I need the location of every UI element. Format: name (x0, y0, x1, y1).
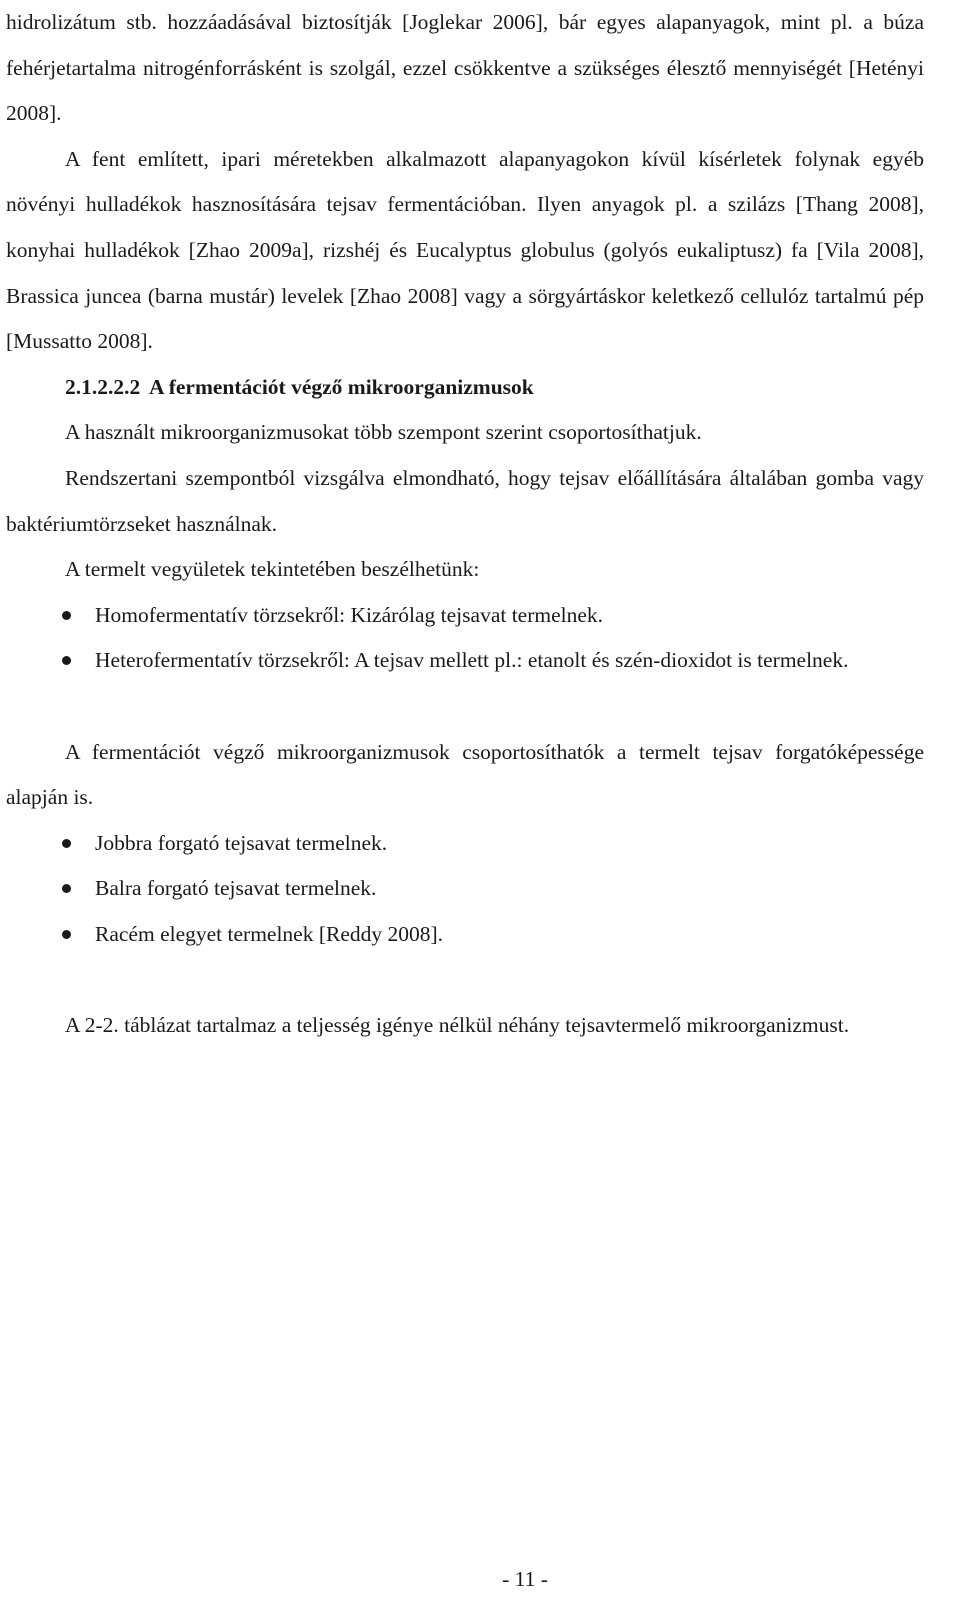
list-item: Heterofermentatív törzsekről: A tejsav mellett pl.: etanolt és szén-dioxidot is termelnek. (6, 638, 924, 684)
bullet-icon (62, 930, 71, 939)
bullet-icon (62, 611, 71, 620)
paragraph-rotation: A fermentációt végző mikroorganizmusok csoportosíthatók a termelt tejsav forgatóképessége alapján is. (6, 739, 924, 810)
section-number: 2.1.2.2.2 (65, 374, 141, 399)
bullet-icon (62, 884, 71, 893)
bullet-icon (62, 656, 71, 665)
bullet-list-rotation (6, 821, 924, 958)
paragraph-intro: hidrolizátum stb. hozzáadásával biztosítják [Joglekar 2006], bár egyes alapanyagok, mint pl. a búza fehérjetartalma nitrogénforrásként is szolgál, ezzel csökkentve a szükséges élesztő mennyiségét [Hetényi 2008]. (6, 10, 924, 126)
list-item: Homofermentatív törzsekről: Kizárólag tejsavat termelnek. (6, 593, 924, 639)
paragraph-systematic: Rendszertani szempontból vizsgálva elmondható, hogy tejsav előállítására általában gomba vagy baktériumtörzseket használnak. (6, 465, 924, 536)
section-title: A fermentációt végző mikroorganizmusok (149, 374, 534, 399)
bullet-icon (62, 839, 71, 848)
spacer (6, 684, 924, 730)
spacer (6, 957, 924, 1003)
paragraph-groups: A használt mikroorganizmusokat több szempont szerint csoportosíthatjuk. (65, 420, 702, 445)
page-number: - 11 - (502, 1567, 548, 1591)
section-heading (6, 365, 924, 411)
paragraph-table-reference: A 2-2. táblázat tartalmaz a teljesség igénye nélkül néhány tejsavtermelő mikroorganizmust. (65, 1013, 850, 1038)
list-item: Balra forgató tejsavat termelnek. (6, 866, 924, 912)
list-item: Racém elegyet termelnek [Reddy 2008]. (6, 912, 924, 958)
list-item: Jobbra forgató tejsavat termelnek. (6, 821, 924, 867)
paragraph-plant-waste: A fent említett, ipari méretekben alkalmazott alapanyagokon kívül kísérletek folynak egyéb növényi hulladékok hasznosítására tejsav fermentációban. Ilyen anyagok pl. a szilázs [Thang 2008], konyhai hulladékok [Zhao 2009a], rizshéj és Eucalyptus globulus (golyós eukaliptusz) fa [Vila 2008], Brassica juncea (barna mustár) levelek [Zhao 2008] vagy a sörgyártáskor keletkező cellulóz tartalmú pép [Mussatto 2008]. (6, 146, 924, 354)
paragraph-products-intro: A termelt vegyületek tekintetében beszélhetünk: (65, 557, 480, 582)
document-body (6, 0, 924, 1049)
bullet-list-products (6, 593, 924, 684)
